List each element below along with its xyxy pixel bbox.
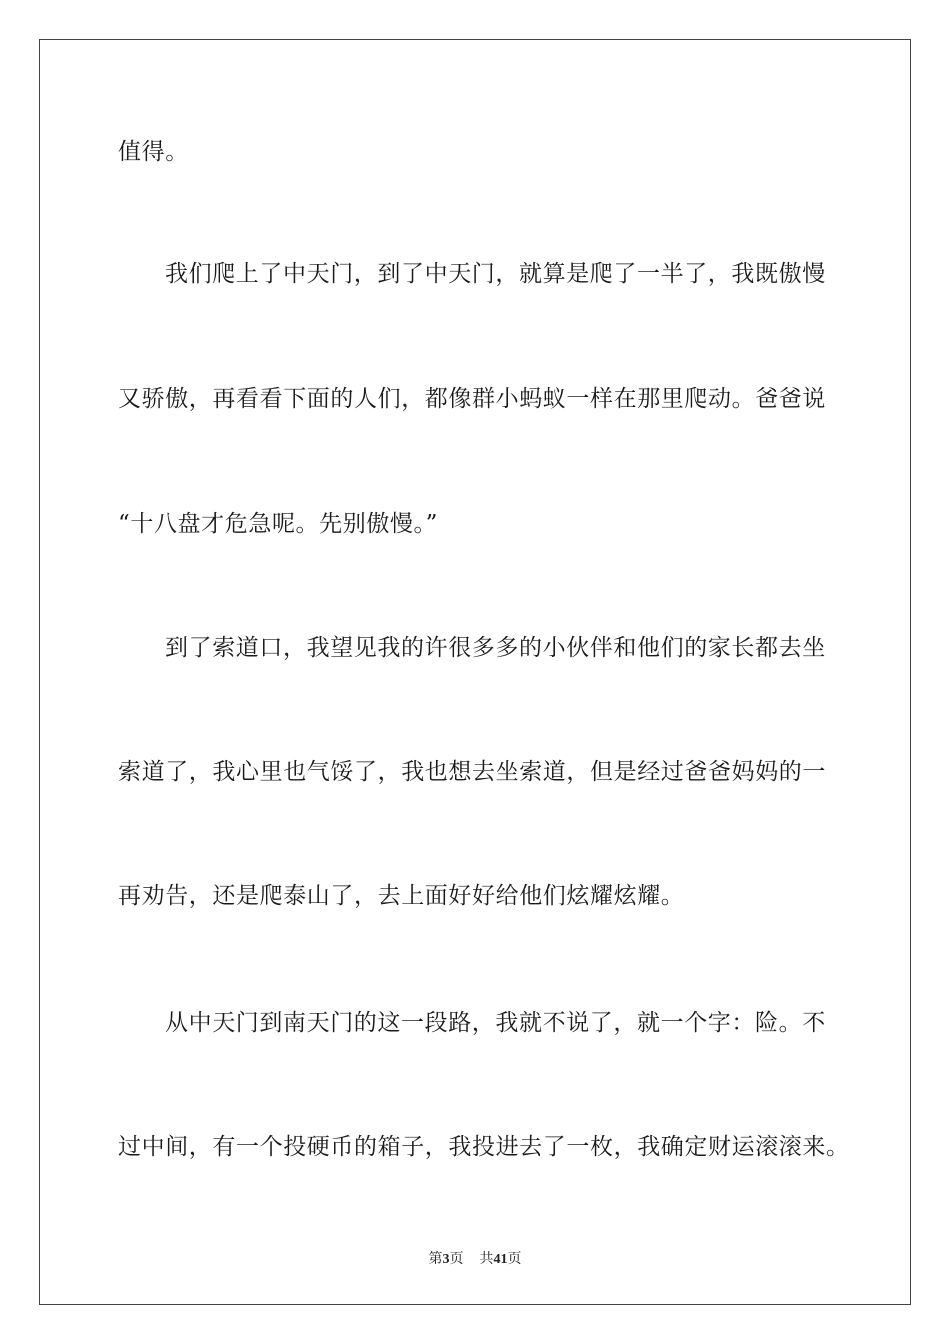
text-line-1: 值得。 xyxy=(118,139,189,165)
text-line-9: 过中间，有一个投硬币的箱子，我投进去了一枚，我确定财运滚滚来。 xyxy=(118,1134,850,1160)
page-prefix: 第 xyxy=(428,1252,443,1267)
text-line-5: 到了索道口，我望见我的许很多多的小伙伴和他们的家长都去坐 xyxy=(165,635,826,661)
page-number: 3 xyxy=(442,1252,450,1267)
total-pages: 41 xyxy=(493,1252,508,1267)
text-line-3: 又骄傲，再看看下面的人们，都像群小蚂蚁一样在那里爬动。爸爸说 xyxy=(118,386,826,412)
text-line-4: “十八盘才危急呢。先别傲慢。” xyxy=(118,511,439,537)
text-line-7: 再劝告，还是爬泰山了，去上面好好给他们炫耀炫耀。 xyxy=(118,883,685,909)
total-prefix: 共 xyxy=(479,1252,494,1267)
page-footer xyxy=(0,1248,950,1268)
text-line-6: 索道了，我心里也气馁了，我也想去坐索道，但是经过爸爸妈妈的一 xyxy=(118,759,826,785)
total-suffix: 页 xyxy=(507,1252,522,1267)
page-border xyxy=(39,39,911,1305)
page-suffix: 页 xyxy=(449,1252,464,1267)
text-line-2: 我们爬上了中天门，到了中天门，就算是爬了一半了，我既傲慢 xyxy=(165,261,826,287)
text-line-8: 从中天门到南天门的这一段路，我就不说了，就一个字：险。不 xyxy=(165,1010,826,1036)
